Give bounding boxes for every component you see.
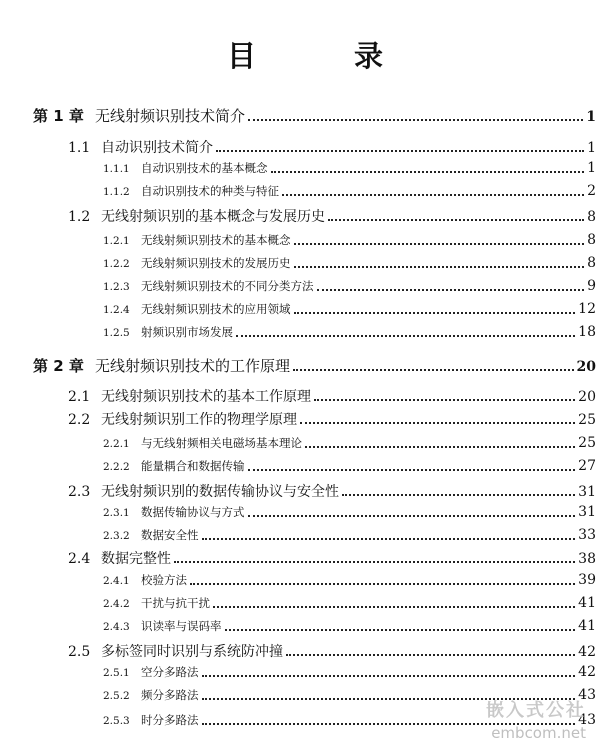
toc-entry-page: 9 <box>587 278 596 294</box>
toc-entry-number: 2.3.1 <box>103 507 130 519</box>
toc-entry-title: 与无线射频相关电磁场基本理论 <box>141 436 302 450</box>
toc-entry-page: 25 <box>578 412 596 428</box>
toc-entry-sec <box>68 641 596 661</box>
toc-entry-sub <box>103 324 596 340</box>
toc-entry-title: 无线射频识别技术的基本工作原理 <box>101 389 311 405</box>
toc-entry-title: 无线射频识别的基本概念与发展历史 <box>101 209 325 225</box>
toc-entry-sub <box>103 183 596 199</box>
toc-entry-page: 31 <box>578 504 596 520</box>
toc-entry-sec <box>68 137 596 157</box>
toc-entry-number: 2.3 <box>68 484 91 500</box>
toc-entry-number: 2.3.2 <box>103 530 130 542</box>
toc-entry-number: 2.1 <box>68 389 91 405</box>
toc-entry-page: 43 <box>578 687 596 703</box>
toc-entry-page: 18 <box>578 324 596 340</box>
dot-leader <box>305 446 575 448</box>
toc-entry-title: 数据安全性 <box>141 528 199 542</box>
toc-entry-number: 2.4.3 <box>103 621 130 633</box>
toc-entry-number: 1.2.2 <box>103 258 130 270</box>
toc-entry-page: 25 <box>578 435 596 451</box>
toc-entry-title: 无线射频识别技术的基本概念 <box>141 233 291 247</box>
toc-entry-sub <box>103 255 596 271</box>
toc-entry-sec <box>68 386 596 406</box>
toc-entry-title: 干扰与抗干扰 <box>141 596 210 610</box>
toc-entry-number: 2.2 <box>68 412 91 428</box>
dot-leader <box>314 399 575 401</box>
dot-leader <box>248 119 583 121</box>
dot-leader <box>282 194 584 196</box>
toc-entry-sub <box>103 664 596 680</box>
dot-leader <box>190 583 575 585</box>
toc-entry-number: 2.4 <box>68 551 91 567</box>
toc-entry-page: 39 <box>578 572 596 588</box>
toc-entry-number: 2.4.2 <box>103 598 130 610</box>
dot-leader <box>248 469 576 471</box>
toc-entry-page: 8 <box>587 232 596 248</box>
toc-entry-title: 无线射频识别工作的物理学原理 <box>101 412 297 428</box>
dot-leader <box>236 335 575 337</box>
dot-leader <box>342 494 575 496</box>
toc-entry-title: 频分多路法 <box>141 688 199 702</box>
toc-entry-page: 1 <box>586 109 596 125</box>
toc-entry-title: 识读率与误码率 <box>141 619 222 633</box>
toc-entry-page: 41 <box>578 595 596 611</box>
toc-entry-sub <box>103 595 596 611</box>
dot-leader <box>317 289 585 291</box>
toc-entry-number: 2.5.1 <box>103 667 130 679</box>
toc-entry-sec <box>68 409 596 429</box>
dot-leader <box>286 654 575 656</box>
toc-entry-title: 自动识别技术的基本概念 <box>141 161 268 175</box>
toc-entry-number: 2.5.2 <box>103 690 130 702</box>
toc-entry-title: 多标签同时识别与系统防冲撞 <box>101 644 283 660</box>
watermark <box>486 696 586 742</box>
toc-entry-title: 无线射频识别技术的应用领域 <box>141 302 291 316</box>
toc-entry-title: 无线射频识别技术简介 <box>95 107 246 125</box>
dot-leader <box>293 369 574 371</box>
toc-entry-sec <box>68 206 596 226</box>
toc-entry-number: 1.1.2 <box>103 186 130 198</box>
toc-entry-title: 自动识别技术简介 <box>101 140 213 156</box>
toc-entry-sub <box>103 278 596 294</box>
toc-entry-page: 41 <box>578 618 596 634</box>
dot-leader <box>271 171 585 173</box>
toc-entry-title: 数据传输协议与方式 <box>141 505 245 519</box>
toc-entry-number: 1.2.1 <box>103 235 130 247</box>
toc-entry-sub <box>103 572 596 588</box>
toc-entry-title: 自动识别技术的种类与特征 <box>141 184 279 198</box>
toc-entry-number: 1.2.3 <box>103 281 130 293</box>
toc-entry-page: 38 <box>578 551 596 567</box>
toc-entry-title: 数据完整性 <box>101 551 171 567</box>
toc-entry-chap <box>33 355 596 376</box>
toc-entry-page: 8 <box>587 255 596 271</box>
toc-entry-number: 1.2.5 <box>103 327 130 339</box>
toc-entry-number: 1.1 <box>68 140 91 156</box>
dot-leader <box>216 150 584 152</box>
toc-entry-title: 无线射频识别技术的不同分类方法 <box>141 279 314 293</box>
toc-entry-number: 第 2 章 <box>33 357 84 375</box>
toc-entry-page: 12 <box>578 301 596 317</box>
dot-leader <box>202 538 576 540</box>
toc-entry-number: 1.1.1 <box>103 163 130 175</box>
dot-leader <box>225 629 576 631</box>
toc-entry-sub <box>103 232 596 248</box>
toc-entry-chap <box>33 105 596 126</box>
dot-leader <box>300 422 575 424</box>
toc-entry-title: 空分多路法 <box>141 665 199 679</box>
dot-leader <box>202 675 576 677</box>
toc-entry-sec <box>68 548 596 568</box>
toc-entry-number: 2.2.2 <box>103 461 130 473</box>
toc-entry-page: 2 <box>587 183 596 199</box>
toc-entry-page: 33 <box>578 527 596 543</box>
dot-leader <box>294 266 585 268</box>
toc-entry-page: 43 <box>578 712 596 728</box>
dot-leader <box>294 312 576 314</box>
toc-entry-number: 2.5.3 <box>103 715 130 727</box>
watermark-line1: 嵌入式公社 <box>486 700 586 721</box>
toc-entry-number: 1.2 <box>68 209 91 225</box>
toc-entry-sub <box>103 618 596 634</box>
toc-entry-page: 8 <box>587 209 596 225</box>
dot-leader <box>213 606 575 608</box>
dot-leader <box>294 243 585 245</box>
dot-leader <box>174 561 575 563</box>
toc-entry-page: 31 <box>578 484 596 500</box>
dot-leader <box>248 515 576 517</box>
toc-entry-title: 校验方法 <box>141 573 187 587</box>
page-title: 目 录 <box>226 39 428 73</box>
toc-entry-sub <box>103 458 596 474</box>
toc-entry-sub <box>103 527 596 543</box>
toc-entry-sub <box>103 504 596 520</box>
toc-entry-number: 2.5 <box>68 644 91 660</box>
toc-entry-title: 无线射频识别的数据传输协议与安全性 <box>101 484 339 500</box>
toc-entry-number: 1.2.4 <box>103 304 130 316</box>
toc-entry-page: 27 <box>578 458 596 474</box>
toc-entry-number: 2.4.1 <box>103 575 130 587</box>
toc-entry-page: 42 <box>578 664 596 680</box>
toc-entry-page: 20 <box>578 389 596 405</box>
toc-entry-sub <box>103 301 596 317</box>
dot-leader <box>328 219 584 221</box>
toc-entry-page: 42 <box>578 644 596 660</box>
toc-entry-title: 无线射频识别技术的工作原理 <box>95 357 291 375</box>
toc-entry-title: 无线射频识别技术的发展历史 <box>141 256 291 270</box>
toc-entry-page: 1 <box>587 140 596 156</box>
watermark-line2: embcom.net <box>491 724 586 742</box>
toc-entry-sub <box>103 160 596 176</box>
toc-entry-page: 20 <box>576 359 596 375</box>
toc-entry-number: 2.2.1 <box>103 438 130 450</box>
toc-entry-title: 射频识别市场发展 <box>141 325 233 339</box>
toc-entry-sub <box>103 435 596 451</box>
toc-entry-title: 能量耦合和数据传输 <box>141 459 245 473</box>
toc-entry-page: 1 <box>587 160 596 176</box>
toc-entry-number: 第 1 章 <box>33 107 84 125</box>
toc-entry-sec <box>68 481 596 501</box>
toc-entry-title: 时分多路法 <box>141 713 199 727</box>
